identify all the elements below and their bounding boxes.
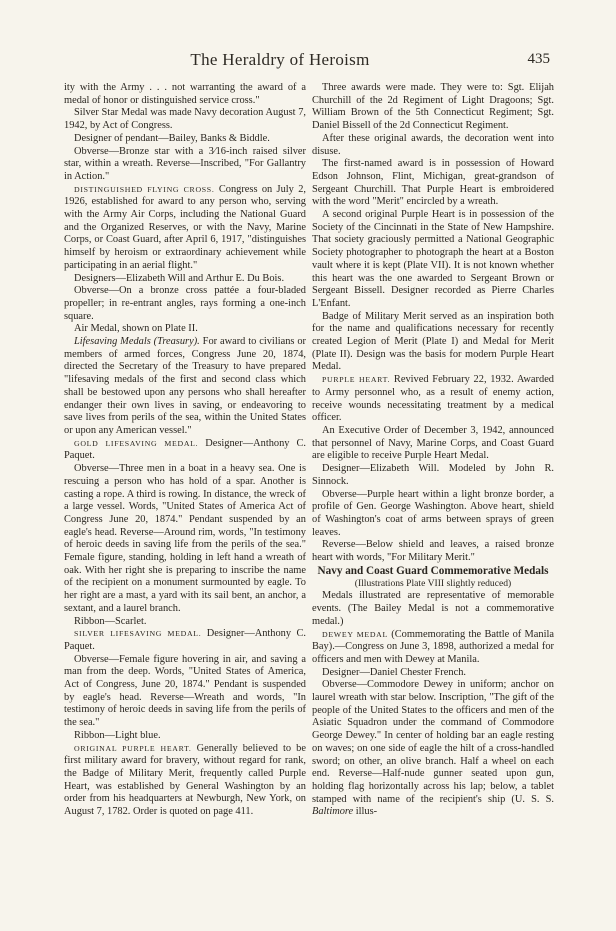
paragraph [64, 184, 306, 273]
entry-text: Designer—Anthony C. Paquet. [64, 628, 306, 652]
paragraph: Obverse—Female figure hovering in air, and saving a man from the deep. Words, "United States of America, Act of Congress, June 20, 1874." Pendant is suspended by eagle's head. Reverse—Wreath and words, "In testimony of heroic deeds in saving life from the perils of the sea." [64, 653, 306, 729]
page-number: 435 [527, 51, 550, 67]
entry-heading: PURPLE HEART. [322, 375, 391, 385]
entry-text: For award to civilians or members of armed forces, Congress June 20, 1874, directed the Secretary of the Treasury to have prepared "lifesaving medals of the first and second class which shall be bestowed upon any persons who shall hereafter endanger their own lives in saving, or endeavoring to save lives from perils of the sea, within the United States or upon any American vessel." [64, 336, 306, 436]
paragraph: After these original awards, the decoration went into disuse. [312, 132, 554, 157]
paragraph: Designer—Daniel Chester French. [322, 666, 466, 678]
paragraph: Silver Star Medal was made Navy decoration August 7, 1942, by Act of Congress. [64, 107, 306, 132]
paragraph [312, 679, 554, 819]
paragraph: Three awards were made. They were to: Sgt. Elijah Churchill of the 2d Regiment of Light Dragoons; Sgt. William Brown of the 5th Connecticut Regiment; Sgt. Daniel Bissell of the 2d Connecticut Regiment. [312, 82, 554, 132]
paragraph: Designers—Elizabeth Will and Arthur E. Du Bois. [74, 272, 285, 284]
paragraph: Badge of Military Merit served as an inspiration both for the name and qualifications necessary for recently created Legion of Merit (Plate I) and Medal for Merit (Plate II). Design was the basis for modern Purple Heart Medal. [312, 310, 554, 373]
paragraph: Ribbon—Scarlet. [74, 615, 147, 627]
paragraph [64, 336, 306, 438]
paragraph: ity with the Army . . . not warranting the award of a medal of honor or distinguished service cross." [64, 82, 306, 106]
paragraph: An Executive Order of December 3, 1942, announced that personnel of Navy, Marine Corps, and Coast Guard are eligible to receive Purple Heart Medal. [312, 424, 554, 462]
paragraph [312, 374, 554, 425]
paragraph [64, 628, 306, 653]
paragraph: Obverse—Purple heart within a light bronze border, a profile of Gen. George Washington. Above heart, shield of Washington's coat of arms between sprays of green leaves. [312, 488, 554, 538]
entry-heading: Lifesaving Medals (Treasury). [74, 336, 200, 348]
entry-text: Revived February 22, 1932. Awarded to Army personnel who, as a result of enemy action, receive wounds necessitating treatment by a medical officer. [312, 374, 555, 424]
paragraph [312, 629, 554, 667]
running-header [10, 50, 550, 74]
entry-text: Designer—Anthony C. Paquet. [64, 437, 306, 462]
entry-text: Obverse—Commodore Dewey in uniform; anchor on laurel wreath with star below. Inscription, "The gift of the people of the United States to the officers and men of the Asiatic Squadron under the command of Commodore George Dewey." In center of holding bar an eagle resting on waves; on one side of eagle the hilt of a cross-handled sword; on other, an olive branch. Half a wheel on each end. Reverse—Half-nude gunner seated upon gun, holding flag horizontally across his lap; below, a tablet stamped with name of the recipient's ship (U. S. S. [312, 679, 554, 805]
paragraph: Medals illustrated are representative of memorable events. (The Bailey Medal is not a commemorative medal.) [312, 590, 554, 627]
left-column [64, 82, 306, 819]
paragraph: Obverse—Bronze star with a 3⁄16-inch raised silver star, within a wreath. Reverse—Inscribed, "For Gallantry in Action." [64, 145, 306, 182]
paragraph: Ribbon—Light blue. [74, 729, 161, 741]
entry-text: Congress on July 2, 1926, established for award to any person who, serving with the Army Air Corps, including the National Guard and the Organized Reserves, or with the Navy, Marine Corps, or Coast Guard, after April 6, 1917, "distinguishes himself by heroism or extraordinary achievement while participating in an aerial flight." [64, 183, 306, 271]
right-column [312, 82, 554, 819]
ship-name: Baltimore [312, 806, 354, 818]
paragraph: Designer of pendant—Bailey, Banks & Biddle. [74, 132, 270, 144]
entry-heading: DEWEY MEDAL [322, 629, 388, 639]
entry-heading: ORIGINAL PURPLE HEART. [74, 743, 192, 753]
running-title: The Heraldry of Heroism [190, 50, 370, 69]
paragraph [64, 438, 306, 463]
paragraph: Air Medal, shown on Plate II. [74, 323, 198, 335]
paragraph: A second original Purple Heart is in possession of the Society of the Cincinnati in the State of New Hampshire. That society graciously permitted a National Geographic Society photographer to photograph the heart at a Boston vault where it is kept (Plate VII). It is not known whether this heart was the one awarded to Sergeant Brown or Sergeant Bissell. Designer recorded as Pierre Charles L'Enfant. [312, 209, 554, 309]
entry-text: Generally believed to be first military award for bravery, without regard for rank, the Badge of Military Merit, frequently called Purple Heart, was established by General Washington by an order from his headquarters at Newburgh, New York, on August 7, 1782. Order is quoted on page 411. [64, 742, 306, 818]
entry-text: (Commemorating the Battle of Manila Bay).—Congress on June 3, 1898, authorized a medal for officers and men with Dewey at Manila. [312, 628, 554, 665]
section-heading: Navy and Coast Guard Commemorative Medals [317, 564, 549, 577]
paragraph: Designer—Elizabeth Will. Modeled by John R. Sinnock. [312, 463, 554, 487]
section-subheading: (Illustrations Plate VIII slightly reduced) [354, 577, 512, 589]
entry-heading: DISTINGUISHED FLYING CROSS. [74, 184, 215, 194]
entry-heading: GOLD LIFESAVING MEDAL. [74, 438, 199, 448]
paragraph: Obverse—On a bronze cross pattée a four-bladed propeller; in re-entrant angles, rays forming a one-inch square. [64, 285, 306, 322]
paragraph: Obverse—Three men in a boat in a heavy sea. One is rescuing a person who has hold of a spar. Another is casting a rope. A third is rowing. In distance, the wreck of a large vessel. Words, "United States of America Act of Congress June 20, 1874." Pendant suspended by an eagle's head. Reverse—Around rim, words, "In testimony of heroic deeds in saving life from the perils of the sea." Female figure, standing, holding in left hand a wreath of oak. With her right she is preparing to inscribe the name of the recipient on a monument surmounted by eagle. To her right are a mast, a yard with its sail bent, an anchor, a sextant, and a laurel branch. [64, 463, 306, 614]
paragraph [64, 743, 306, 819]
paragraph: Reverse—Below shield and leaves, a raised bronze heart with words, "For Military Merit." [312, 539, 554, 564]
paragraph: The first-named award is in possession of Howard Edson Johnson, Flint, Michigan, great-grandson of Sergeant Churchill. That Purple Heart is embroidered with the word "Merit" encircled by a wreath. [312, 158, 554, 208]
entry-text: illus- [353, 806, 378, 818]
entry-heading: SILVER LIFESAVING MEDAL. [74, 629, 202, 639]
